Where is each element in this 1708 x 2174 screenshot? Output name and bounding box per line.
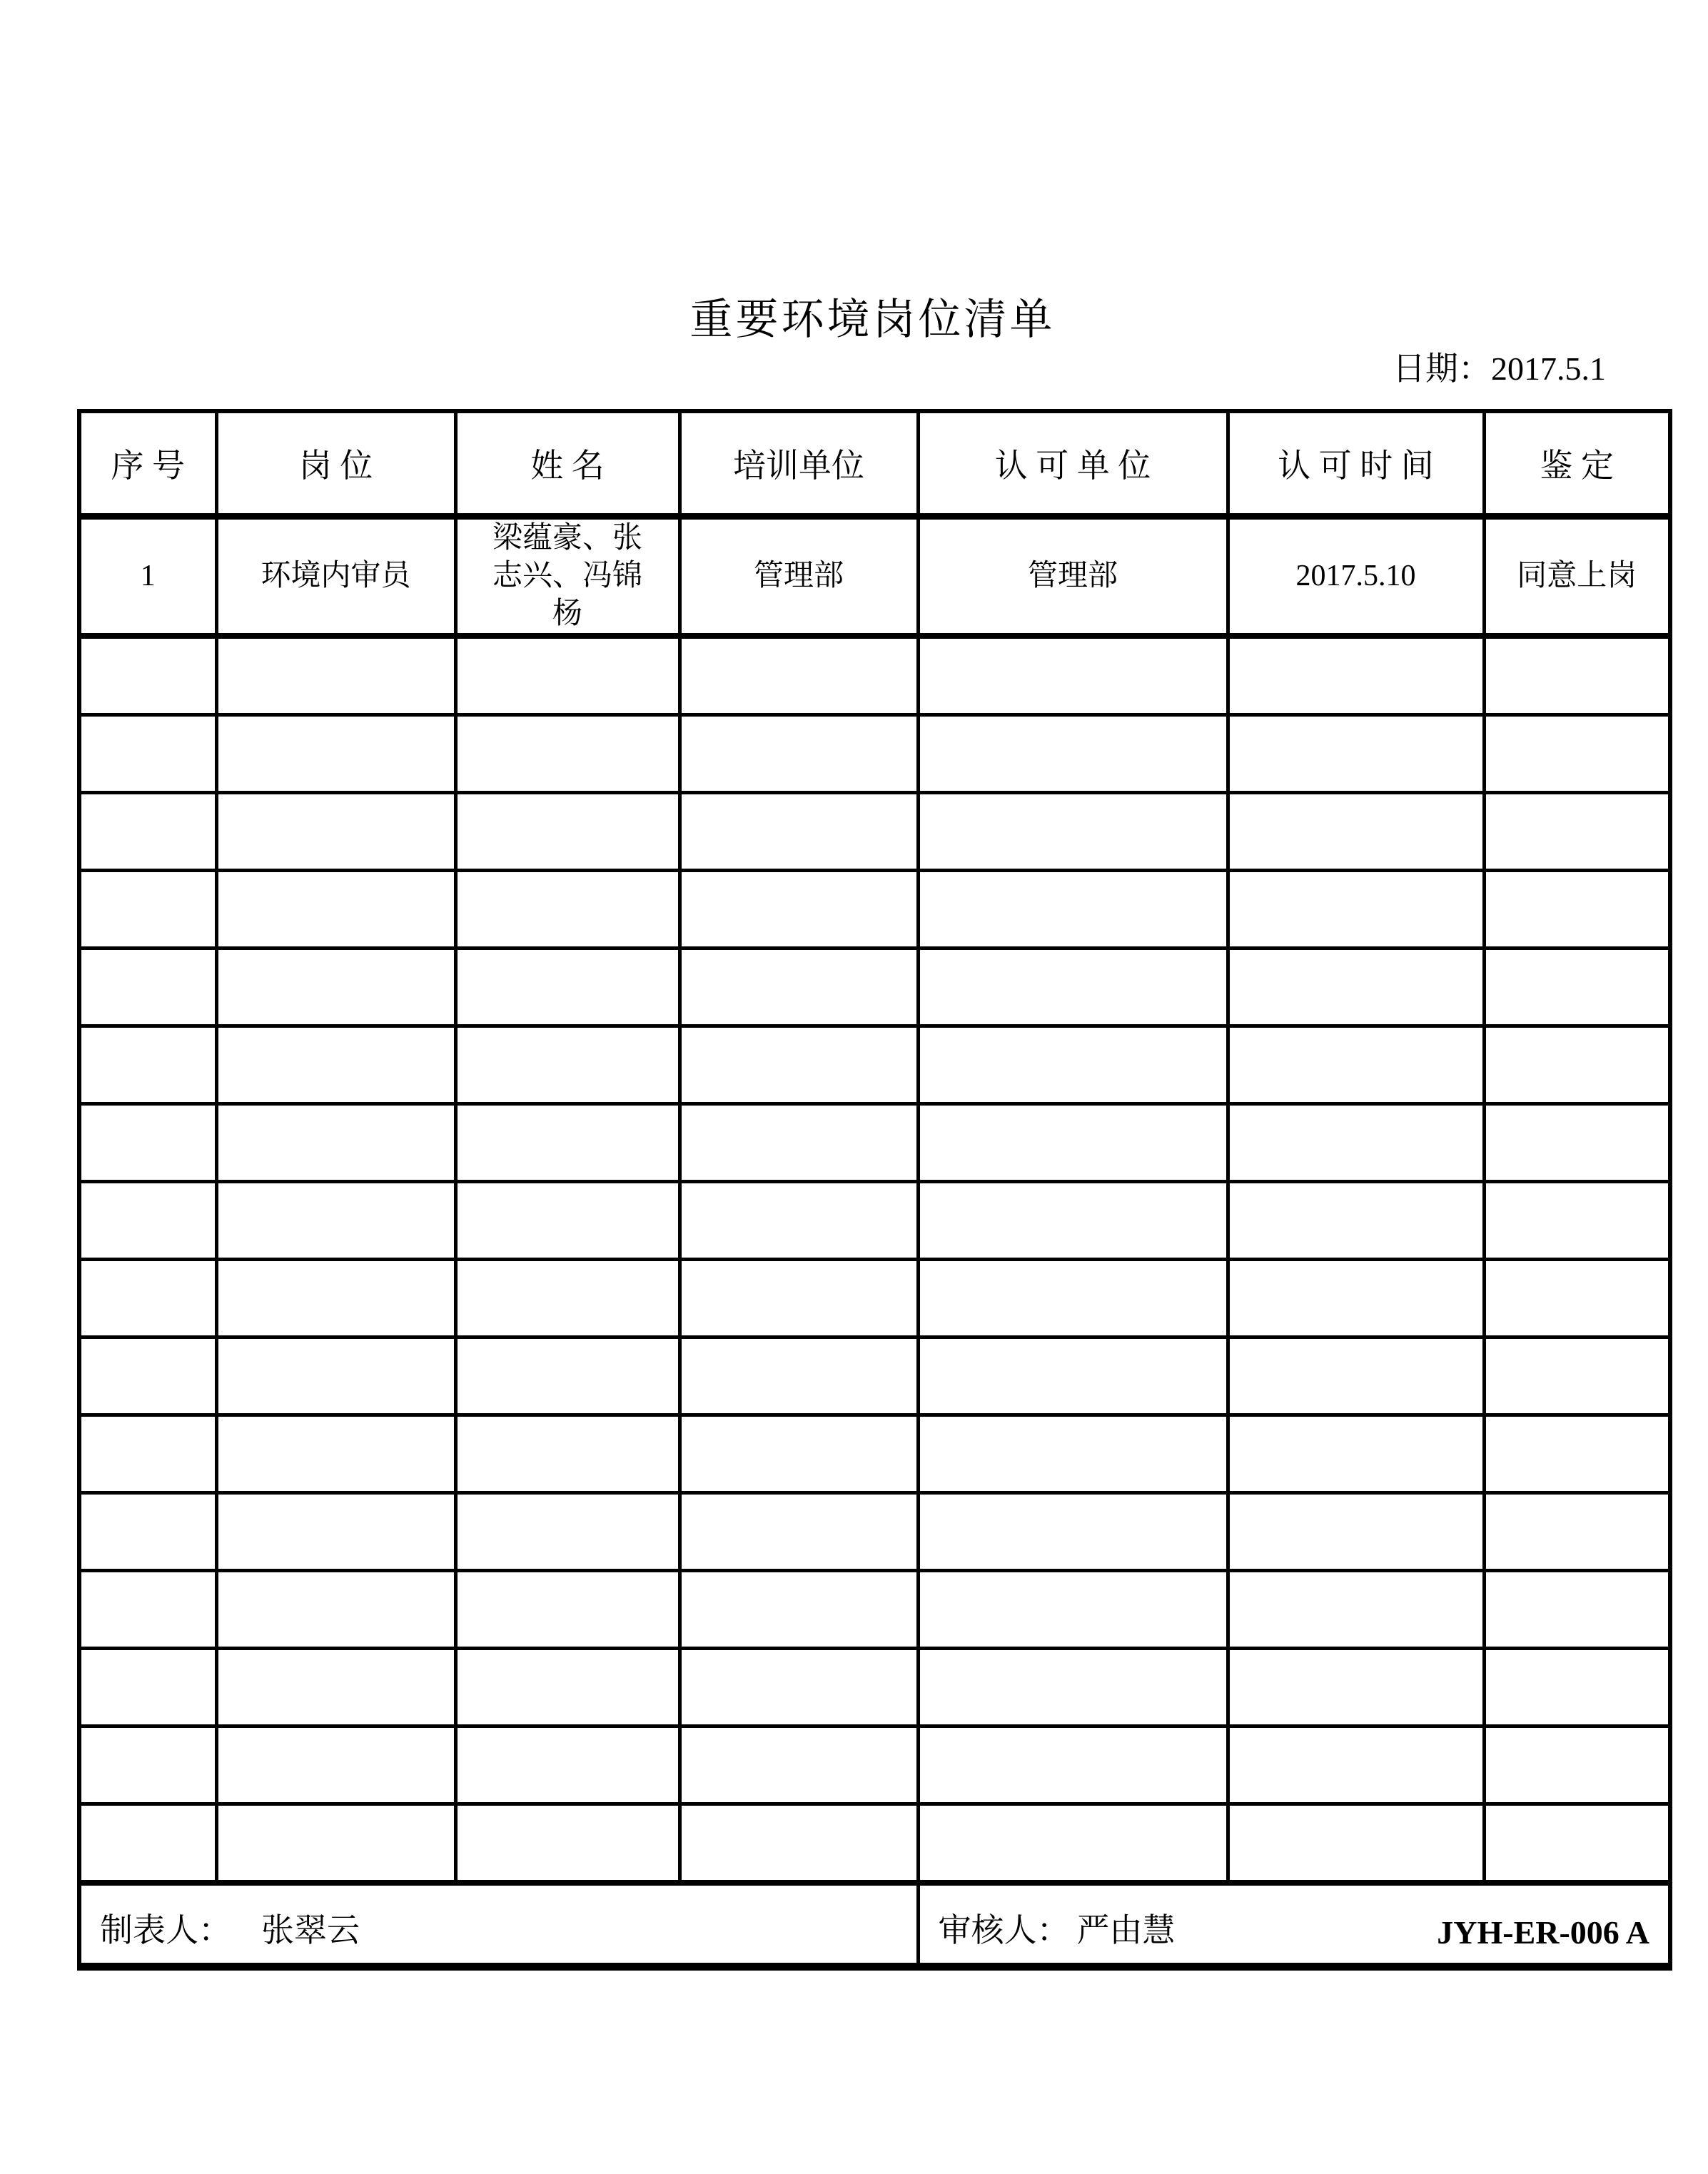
empty-cell: [216, 1726, 455, 1804]
empty-cell: [216, 715, 455, 793]
preparer-cell: [79, 1883, 918, 1967]
empty-cell: [1484, 1338, 1670, 1415]
preparer-name: 张翠云: [261, 1912, 360, 1948]
empty-cell: [918, 1415, 1228, 1493]
preparer-label: 制表人：: [100, 1912, 231, 1948]
empty-cell: [1228, 1571, 1484, 1649]
empty-cell: [79, 793, 216, 871]
empty-cell: [455, 1338, 679, 1415]
empty-cell: [455, 1026, 679, 1104]
empty-cell: [455, 715, 679, 793]
empty-cell: [1228, 871, 1484, 949]
empty-cell: [918, 1338, 1228, 1415]
empty-cell: [1484, 636, 1670, 715]
cell-position: 环境内审员: [216, 517, 455, 637]
empty-table-row: [79, 871, 1670, 949]
empty-cell: [455, 1182, 679, 1260]
table-header: [79, 411, 1670, 517]
empty-cell: [1484, 1493, 1670, 1571]
empty-cell: [79, 1493, 216, 1571]
empty-cell: [918, 1104, 1228, 1182]
empty-cell: [455, 636, 679, 715]
empty-cell: [455, 1804, 679, 1884]
empty-cell: [216, 1649, 455, 1726]
empty-cell: [216, 1182, 455, 1260]
empty-cell: [79, 1415, 216, 1493]
empty-cell: [1484, 949, 1670, 1026]
empty-cell: [918, 793, 1228, 871]
empty-cell: [918, 949, 1228, 1026]
page-title: 重要环境岗位清单: [689, 296, 1056, 343]
empty-table-row: [79, 1726, 1670, 1804]
empty-cell: [679, 1182, 918, 1260]
empty-cell: [455, 1260, 679, 1338]
empty-cell: [1228, 636, 1484, 715]
empty-cell: [679, 715, 918, 793]
empty-cell: [79, 1571, 216, 1649]
empty-cell: [216, 1338, 455, 1415]
empty-cell: [216, 793, 455, 871]
empty-cell: [918, 1726, 1228, 1804]
empty-cell: [1484, 1026, 1670, 1104]
empty-cell: [1228, 1260, 1484, 1338]
empty-cell: [216, 949, 455, 1026]
empty-cell: [216, 636, 455, 715]
empty-cell: [79, 715, 216, 793]
empty-cell: [79, 1260, 216, 1338]
empty-cell: [679, 949, 918, 1026]
empty-cell: [679, 1493, 918, 1571]
empty-table-row: [79, 1415, 1670, 1493]
empty-cell: [79, 1649, 216, 1726]
empty-cell: [918, 1571, 1228, 1649]
empty-cell: [679, 1726, 918, 1804]
empty-cell: [1228, 1338, 1484, 1415]
empty-cell: [1228, 949, 1484, 1026]
empty-cell: [1228, 1415, 1484, 1493]
empty-table-row: [79, 636, 1670, 715]
empty-cell: [1228, 1104, 1484, 1182]
empty-cell: [679, 1338, 918, 1415]
header-cell-training-unit: 培训单位: [679, 411, 918, 517]
form-code: JYH-ER-006 A: [1437, 1914, 1649, 1951]
cell-approval-unit: 管理部: [918, 517, 1228, 637]
empty-cell: [1484, 871, 1670, 949]
empty-cell: [1484, 1182, 1670, 1260]
empty-cell: [79, 1182, 216, 1260]
empty-cell: [918, 636, 1228, 715]
empty-cell: [1228, 1649, 1484, 1726]
empty-cell: [79, 871, 216, 949]
header-row: [79, 411, 1670, 517]
empty-cell: [1484, 1104, 1670, 1182]
empty-cell: [679, 1649, 918, 1726]
empty-cell: [679, 871, 918, 949]
empty-cell: [679, 1571, 918, 1649]
empty-table-row: [79, 1026, 1670, 1104]
empty-table-row: [79, 1649, 1670, 1726]
header-cell-name: 姓 名: [455, 411, 679, 517]
empty-table-row: [79, 715, 1670, 793]
empty-cell: [1484, 1260, 1670, 1338]
empty-cell: [1228, 715, 1484, 793]
cell-approval-time: 2017.5.10: [1228, 517, 1484, 637]
empty-cell: [79, 1726, 216, 1804]
cell-name: 梁蕴豪、张志兴、冯锦杨: [455, 517, 679, 637]
empty-table-row: [79, 1104, 1670, 1182]
empty-cell: [1484, 1571, 1670, 1649]
empty-cell: [1228, 1026, 1484, 1104]
table-row: [79, 517, 1670, 637]
empty-cell: [216, 1260, 455, 1338]
empty-cell: [918, 871, 1228, 949]
header-cell-assessment: 鉴 定: [1484, 411, 1670, 517]
empty-cell: [1484, 1649, 1670, 1726]
empty-cell: [216, 1493, 455, 1571]
empty-table-row: [79, 1182, 1670, 1260]
empty-cell: [679, 1804, 918, 1884]
empty-cell: [455, 949, 679, 1026]
table-footer-row: [79, 1883, 1670, 1967]
empty-cell: [455, 1493, 679, 1571]
empty-cell: [79, 636, 216, 715]
empty-cell: [1484, 1415, 1670, 1493]
cell-assessment: 同意上岗: [1484, 517, 1670, 637]
empty-cell: [1484, 1804, 1670, 1884]
empty-cell: [216, 1026, 455, 1104]
empty-cell: [918, 1182, 1228, 1260]
empty-cell: [679, 636, 918, 715]
empty-cell: [79, 1104, 216, 1182]
empty-table-row: [79, 949, 1670, 1026]
header-cell-no: 序 号: [79, 411, 216, 517]
reviewer-name: 严由慧: [1076, 1912, 1176, 1948]
reviewer-text: [939, 1904, 1176, 1951]
empty-cell: [918, 1260, 1228, 1338]
empty-cell: [455, 793, 679, 871]
empty-cell: [1228, 793, 1484, 871]
table-body: [79, 517, 1670, 1967]
empty-cell: [1484, 793, 1670, 871]
empty-cell: [455, 1649, 679, 1726]
empty-cell: [679, 1415, 918, 1493]
empty-cell: [1228, 1182, 1484, 1260]
empty-cell: [679, 1104, 918, 1182]
empty-cell: [1484, 715, 1670, 793]
empty-cell: [455, 1104, 679, 1182]
empty-cell: [455, 1571, 679, 1649]
empty-cell: [918, 1493, 1228, 1571]
empty-table-row: [79, 1338, 1670, 1415]
empty-cell: [679, 1026, 918, 1104]
empty-cell: [216, 1415, 455, 1493]
header-cell-approval-time: 认 可 时 间: [1228, 411, 1484, 517]
empty-cell: [216, 1104, 455, 1182]
empty-cell: [216, 1571, 455, 1649]
empty-cell: [918, 1804, 1228, 1884]
empty-table-row: [79, 1804, 1670, 1884]
reviewer-label: 审核人：: [938, 1912, 1070, 1948]
reviewer-cell: [918, 1883, 1670, 1967]
empty-cell: [79, 949, 216, 1026]
empty-cell: [679, 1260, 918, 1338]
cell-no: 1: [79, 517, 216, 637]
empty-cell: [679, 793, 918, 871]
empty-cell: [79, 1338, 216, 1415]
empty-cell: [1228, 1804, 1484, 1884]
empty-cell: [455, 1726, 679, 1804]
empty-cell: [455, 1415, 679, 1493]
empty-cell: [455, 871, 679, 949]
empty-cell: [918, 1649, 1228, 1726]
header-cell-approval-unit: 认 可 单 位: [918, 411, 1228, 517]
empty-cell: [79, 1804, 216, 1884]
empty-cell: [1228, 1726, 1484, 1804]
empty-cell: [1484, 1726, 1670, 1804]
empty-cell: [1228, 1493, 1484, 1571]
empty-table-row: [79, 1571, 1670, 1649]
header-cell-position: 岗 位: [216, 411, 455, 517]
empty-table-row: [79, 1260, 1670, 1338]
cell-training-unit: 管理部: [679, 517, 918, 637]
empty-cell: [918, 715, 1228, 793]
date-label: 日期：2017.5.1: [1393, 350, 1606, 387]
empty-table-row: [79, 793, 1670, 871]
empty-cell: [216, 1804, 455, 1884]
empty-cell: [918, 1026, 1228, 1104]
empty-cell: [79, 1026, 216, 1104]
empty-cell: [216, 871, 455, 949]
positions-table: [77, 409, 1672, 1971]
empty-table-row: [79, 1493, 1670, 1571]
